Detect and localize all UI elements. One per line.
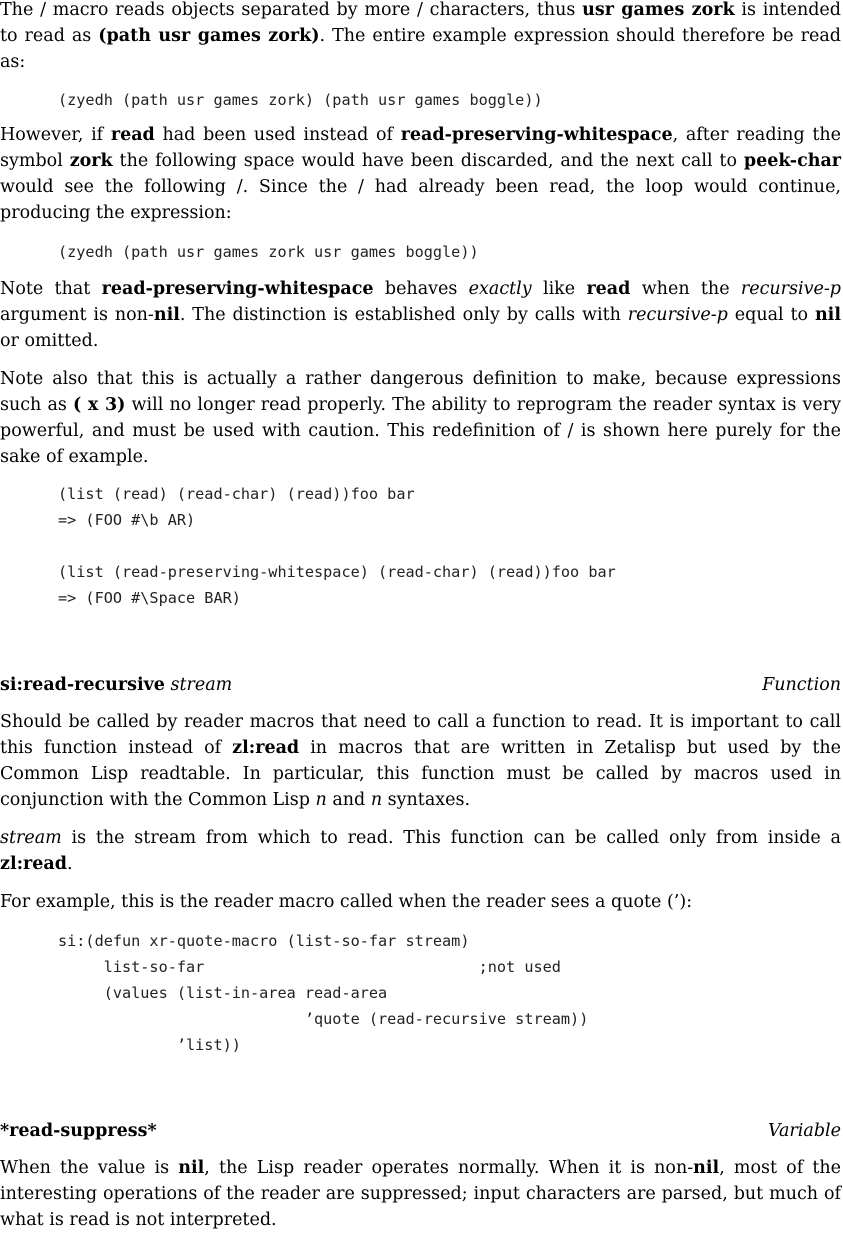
entry-name: si:read-recursive: [0, 675, 165, 695]
paragraph-read-recursive-description: Should be called by reader macros that need to call a function to read. It is important to call this function instead of zl:read in macros that are written in Zetalisp but used by the Common Lisp readtable. In particular, this function must be called by macros used in conjunction with the Common Lisp n and n syntaxes.: [0, 712, 841, 810]
entry-kind: Function: [762, 675, 841, 695]
paragraph-read-comparison: However, if read had been used instead of read-preserving-whitespace, after reading the symbol zork the following space would have been discarded, and the next call to peek-char would see the following /. Since the / had already been read, the loop would continue, producing the expression:: [0, 125, 842, 223]
paragraph-stream-argument: stream is the stream from which to read. This function can be called only from inside a zl:read.: [0, 828, 841, 874]
entry-name: *read-suppress*: [0, 1121, 157, 1141]
term-zork: zork: [69, 151, 113, 171]
entry-kind: Variable: [767, 1121, 841, 1141]
paragraph-quote-example-intro: For example, this is the reader macro called when the reader sees a quote (’):: [0, 892, 693, 912]
code-example-quote-macro: si:(defun xr-quote-macro (list-so-far stream) list-so-far ;not used (values (list-in-area read-area ’quote (read-recursive stream)) ’list)): [58, 932, 589, 1054]
term-usr-games-zork: usr games zork: [582, 0, 735, 20]
term-peek-char: peek-char: [743, 151, 842, 171]
paragraph-read-suppress-description: When the value is nil, the Lisp reader operates normally. When it is non-nil, most of the interesting operations of the reader are suppressed; input characters are parsed, but much of what is read is not interpreted.: [0, 1158, 841, 1230]
code-example-flat: (zyedh (path usr games zork usr games boggle)): [58, 243, 479, 261]
term-path-expression: (path usr games zork): [98, 26, 320, 46]
code-example-path: (zyedh (path usr games zork) (path usr games boggle)): [58, 91, 543, 109]
entry-header-read-suppress: [0, 1118, 841, 1144]
term-read: read: [110, 125, 155, 145]
paragraph-danger-note: Note also that this is actually a rather dangerous definition to make, because expressions such as ( x 3) will no longer read properly. The ability to reprogram the reader syntax is very powerful, and must be used with caution. This redefinition of / is shown here purely for the sake of example.: [0, 369, 841, 467]
entry-header-read-recursive: [0, 672, 841, 698]
term-read-preserving-whitespace: read-preserving-whitespace: [400, 125, 673, 145]
entry-argument: stream: [170, 675, 233, 695]
paragraph-recursive-p-note: Note that read-preserving-whitespace behaves exactly like read when the recursive-p argument is non-nil. The distinction is established only by calls with recursive-p equal to nil or omitted.: [0, 279, 841, 351]
term-x3-expression: ( x 3): [72, 395, 126, 415]
code-example-read-list: (list (read) (read-char) (read))foo bar => (FOO #\b AR) (list (read-preserving-whitespace) (read-char) (read))foo bar => (FOO #\Space BAR): [58, 485, 616, 607]
paragraph-slash-macro: The / macro reads objects separated by more / characters, thus usr games zork is intended to read as (path usr games zork). The entire example expression should therefore be read as:: [0, 0, 841, 72]
